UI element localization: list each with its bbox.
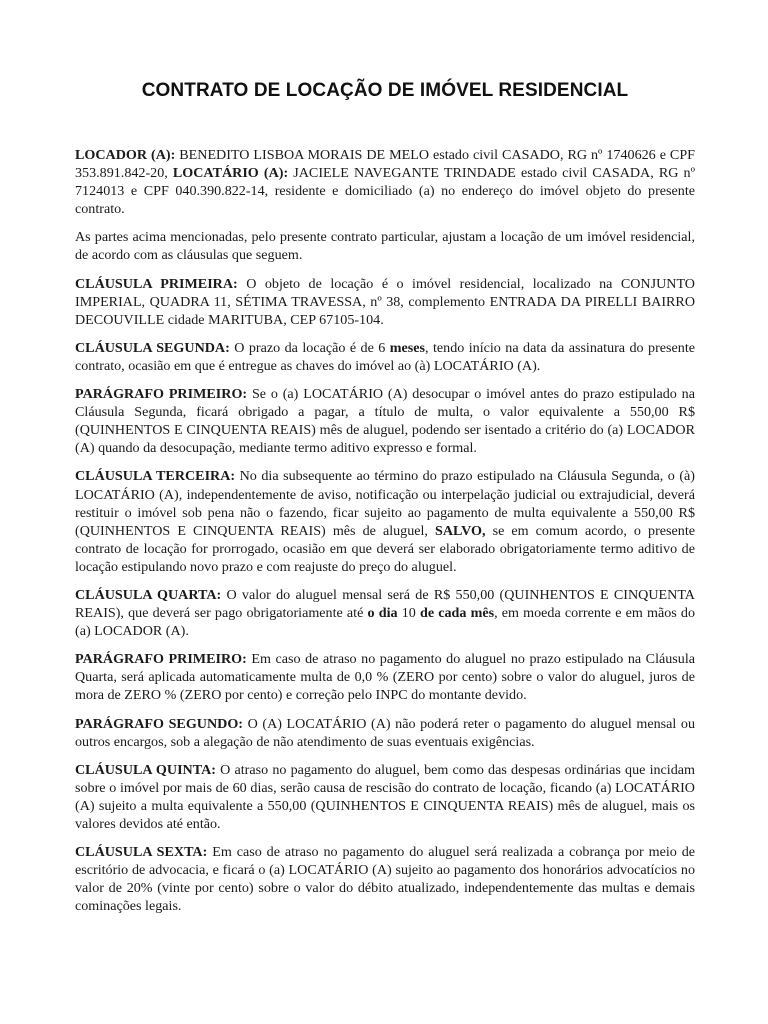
paragraph-second	[75, 715, 695, 751]
locador-text: BENEDITO LISBOA MORAIS DE MELO estado civil CASADO, RG nº 1740626 e CPF 353.891.842-20,	[75, 147, 696, 182]
clause-label: CLÁUSULA SEXTA:	[75, 844, 208, 861]
intro-paragraph	[75, 228, 695, 264]
clause-label: CLÁUSULA SEGUNDA:	[75, 339, 230, 356]
clause-fifth	[75, 761, 695, 833]
locatario-label: LOCATÁRIO (A):	[172, 165, 289, 182]
clause-emphasis: SALVO,	[435, 522, 486, 539]
clause-text: O prazo da locação é de 6	[229, 339, 390, 356]
clause-label: CLÁUSULA TERCEIRA:	[75, 468, 236, 485]
paragraph-first-a	[75, 385, 695, 457]
clause-emphasis: o dia	[367, 605, 398, 622]
locatario-text: JACIELE NAVEGANTE TRINDADE estado civil CASADA, RG nº 7124013 e CPF 040.390.822-14, residente e domiciliado (a) no endereço do imóvel objeto do presente contrato.	[75, 165, 695, 218]
clause-text: Em caso de atraso no pagamento do aluguel no prazo estipulado na Cláusula Quarta, será aplicada automaticamente multa de 0,0 % (ZERO por cento) sobre o valor do aluguel, juros de mora de ZERO % (ZERO por cento) e correção pelo INPC do montante devido.	[75, 651, 695, 704]
intro-text: As partes acima mencionadas, pelo presente contrato particular, ajustam a locação de um imóvel residencial, de acordo com as cláusulas que seguem.	[75, 229, 695, 264]
clause-emphasis: meses	[389, 339, 426, 356]
clause-first	[75, 275, 695, 329]
clause-text: O (A) LOCATÁRIO (A) não poderá reter o pagamento do aluguel mensal ou outros encargos, sob a alegação de não atendimento de suas eventuais exigências.	[75, 715, 695, 750]
document-title: CONTRATO DE LOCAÇÃO DE IMÓVEL RESIDENCIAL	[141, 80, 629, 101]
clause-text: Em caso de atraso no pagamento do aluguel será realizada a cobrança por meio de escritório de advocacia, e ficará o (a) LOCATÁRIO (A) sujeito ao pagamento dos honorários advocatícios no valor de 20% (vinte por cento) sobre o valor do débito atualizado, independentemente das multas e demais cominações legais.	[75, 844, 695, 915]
clause-fourth	[75, 586, 695, 640]
clause-label: PARÁGRAFO SEGUNDO:	[75, 715, 243, 732]
clause-text: Se o (a) LOCATÁRIO (A) desocupar o imóvel antes do prazo estipulado na Cláusula Segunda, ficará obrigado a pagar, a título de multa, o valor equivalente a 550,00 R$ (QUINHENTOS E CINQUENTA REAIS) mês de aluguel, podendo ser isentado a critério do (a) LOCADOR (A) quando da desocupação, mediante termo aditivo expresso e formal.	[75, 386, 695, 457]
parties-paragraph	[75, 146, 695, 218]
clause-label: CLÁUSULA QUARTA:	[75, 586, 222, 603]
clause-label: PARÁGRAFO PRIMEIRO:	[75, 651, 247, 668]
clause-emphasis: de cada mês	[419, 605, 495, 622]
clause-label: PARÁGRAFO PRIMEIRO:	[75, 386, 248, 403]
clause-label: CLÁUSULA QUINTA:	[75, 761, 216, 778]
clause-text: se em comum acordo, o presente contrato de locação for prorrogado, ocasião em que deverá ser elaborado obrigatoriamente termo aditivo de locação estipulando novo prazo e com reajuste do preço do aluguel.	[75, 522, 695, 575]
clause-text: O valor do aluguel mensal será de R$ 550,00 (QUINHENTOS E CINQUENTA REAIS), que deverá ser pago obrigatoriamente até	[75, 586, 695, 622]
clause-text: , em moeda corrente e em mãos do (a) LOCADOR (A).	[75, 605, 696, 640]
clause-text: O objeto de locação é o imóvel residencial, localizado na CONJUNTO IMPERIAL, QUADRA 11, SÉTIMA TRAVESSA, nº 38, complemento ENTRADA DA PIRELLI BAIRRO DECOUVILLE cidade MARITUBA, CEP 67105-104.	[75, 275, 695, 328]
clause-text: , tendo início na data da assinatura do presente contrato, ocasião em que é entregue as chaves do imóvel ao (à) LOCATÁRIO (A).	[75, 339, 695, 374]
locador-label: LOCADOR (A):	[75, 147, 176, 163]
clause-text: O atraso no pagamento do aluguel, bem como das despesas ordinárias que incidam sobre o imóvel por mais de 60 dias, serão causa de rescisão do contrato de locação, ficando (a) LOCATÁRIO (A) sujeito a multa equivalente a 550,00 (QUINHENTOS E CINQUENTA REAIS) mês de aluguel, mais os valores devidos até então.	[75, 761, 695, 832]
paragraph-first-b	[75, 650, 695, 704]
clause-second	[75, 339, 695, 375]
clause-third	[75, 467, 695, 576]
clause-text: 10	[397, 605, 420, 622]
clause-label: CLÁUSULA PRIMEIRA:	[75, 275, 238, 292]
clause-sixth	[75, 843, 695, 915]
clause-text: No dia subsequente ao término do prazo estipulado na Cláusula Segunda, o (à) LOCATÁRIO (A), independentemente de aviso, notificação ou interpelação judicial ou extrajudicial, deverá restituir o imóvel sob pena não o fazendo, ficar sujeito ao pagamento de multa equivalente a 550,00 R$ (QUINHENTOS E CINQUENTA REAIS) mês de aluguel,	[75, 468, 695, 539]
